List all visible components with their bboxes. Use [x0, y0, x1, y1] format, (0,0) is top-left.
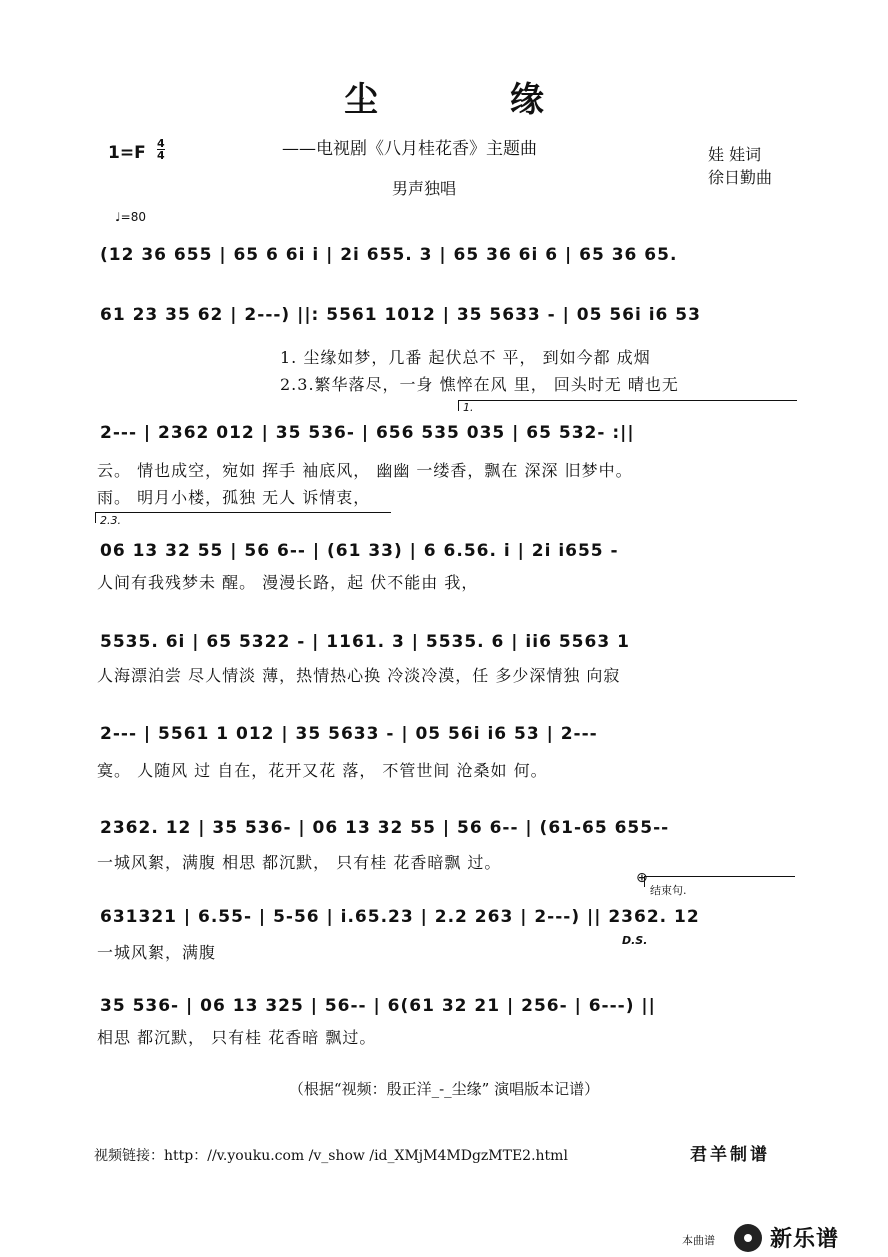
notation-row-6: 2--- | 5561 1 012 | 35 5633 - | 05 56i i6 53 | 2---: [100, 724, 598, 744]
volta-1-label: 1.: [463, 401, 474, 414]
time-signature: [157, 138, 165, 161]
lyric-row-8: 一城风絮，满腹: [97, 943, 217, 962]
volta-1-bracket: [458, 400, 797, 411]
time-sig-bottom: 4: [157, 149, 165, 162]
coda-sign-icon: ⊕: [636, 870, 648, 886]
lyric-row-2-verse-1: 1. 尘缘如梦，几番 起伏总不 平， 到如今都 成烟: [280, 348, 651, 367]
disc-icon: [734, 1224, 762, 1252]
lyric-row-7: 一城风絮，满腹 相思 都沉默， 只有桂 花香暗飘 过。: [97, 853, 502, 872]
notation-row-2: 61 23 35 62 | 2---) ||: 5561 1012 | 35 5633 - | 05 56i i6 53: [100, 305, 701, 325]
song-subtitle: ——电视剧《八月桂花香》主题曲: [282, 139, 537, 159]
lyricist: 娃 娃词: [708, 145, 762, 164]
notation-row-9: 35 536- | 06 13 325 | 56-- | 6(61 32 21 | 256- | 6---) ||: [100, 996, 656, 1016]
logo-small-text: 本曲谱: [682, 1234, 715, 1247]
logo-brand-text: 新乐谱: [770, 1227, 840, 1252]
lyric-row-5: 人海漂泊尝 尽人情淡 薄，热情热心换 冷淡冷漠，任 多少深情独 向寂: [97, 666, 621, 685]
performer: 男声独唱: [392, 179, 457, 198]
composer: 徐日勤曲: [708, 168, 773, 187]
ds-label: D.S.: [622, 934, 648, 947]
lyric-row-3-verse-2: 雨。 明月小楼，孤独 无人 诉情衷，: [97, 488, 371, 507]
notation-row-8: 631321 | 6.55- | 5-56 | i.65.23 | 2.2 263 | 2---) || 2362. 12: [100, 907, 700, 927]
time-sig-top: 4: [157, 137, 165, 150]
lyric-row-3-verse-1: 云。 情也成空，宛如 挥手 袖底风， 幽幽 一缕香，飘在 深深 旧梦中。: [97, 461, 633, 480]
key-signature: 1=F: [108, 143, 146, 163]
lyric-row-4: 人间有我残梦未 醒。 漫漫长路，起 伏不能由 我，: [97, 573, 479, 592]
volta-23-label: 2.3.: [100, 514, 121, 527]
notation-row-7: 2362. 12 | 35 536- | 06 13 32 55 | 56 6-- | (61-65 655--: [100, 818, 670, 838]
notation-row-3: 2--- | 2362 012 | 35 536- | 656 535 035 | 65 532- :||: [100, 423, 635, 443]
tempo-marking: ♩=80: [115, 210, 146, 224]
volta-23-bracket: [95, 512, 391, 523]
notation-row-4: 06 13 32 55 | 56 6-- | (61 33) | 6 6.56. i | 2i i655 -: [100, 541, 619, 561]
transcriber-signature: 君羊制谱: [690, 1145, 770, 1165]
lyric-row-6: 寞。 人随风 过 自在，花开又花 落， 不管世间 沧桑如 何。: [97, 761, 548, 780]
notation-row-1: (12 36 655 | 65 6 6i i | 2i 655. 3 | 65 36 6i 6 | 65 36 65.: [100, 245, 678, 265]
song-title: 尘 缘: [344, 80, 604, 120]
ending-label: 结束句.: [650, 884, 687, 897]
lyric-row-2-verse-2: 2.3.繁华落尽，一身 憔悴在风 里， 回头时无 晴也无: [280, 375, 679, 394]
video-link[interactable]: 视频链接：http：//v.youku.com /v_show /id_XMjM4MDgzMTE2.html: [94, 1148, 568, 1164]
ending-bracket: [644, 876, 795, 887]
lyric-row-9: 相思 都沉默， 只有桂 花香暗 飘过。: [97, 1028, 377, 1047]
notation-row-5: 5535. 6i | 65 5322 - | 1161. 3 | 5535. 6 | ii6 5563 1: [100, 632, 630, 652]
source-note: （根据“视频：殷正洋_-_尘缘” 演唱版本记谱）: [288, 1080, 600, 1098]
